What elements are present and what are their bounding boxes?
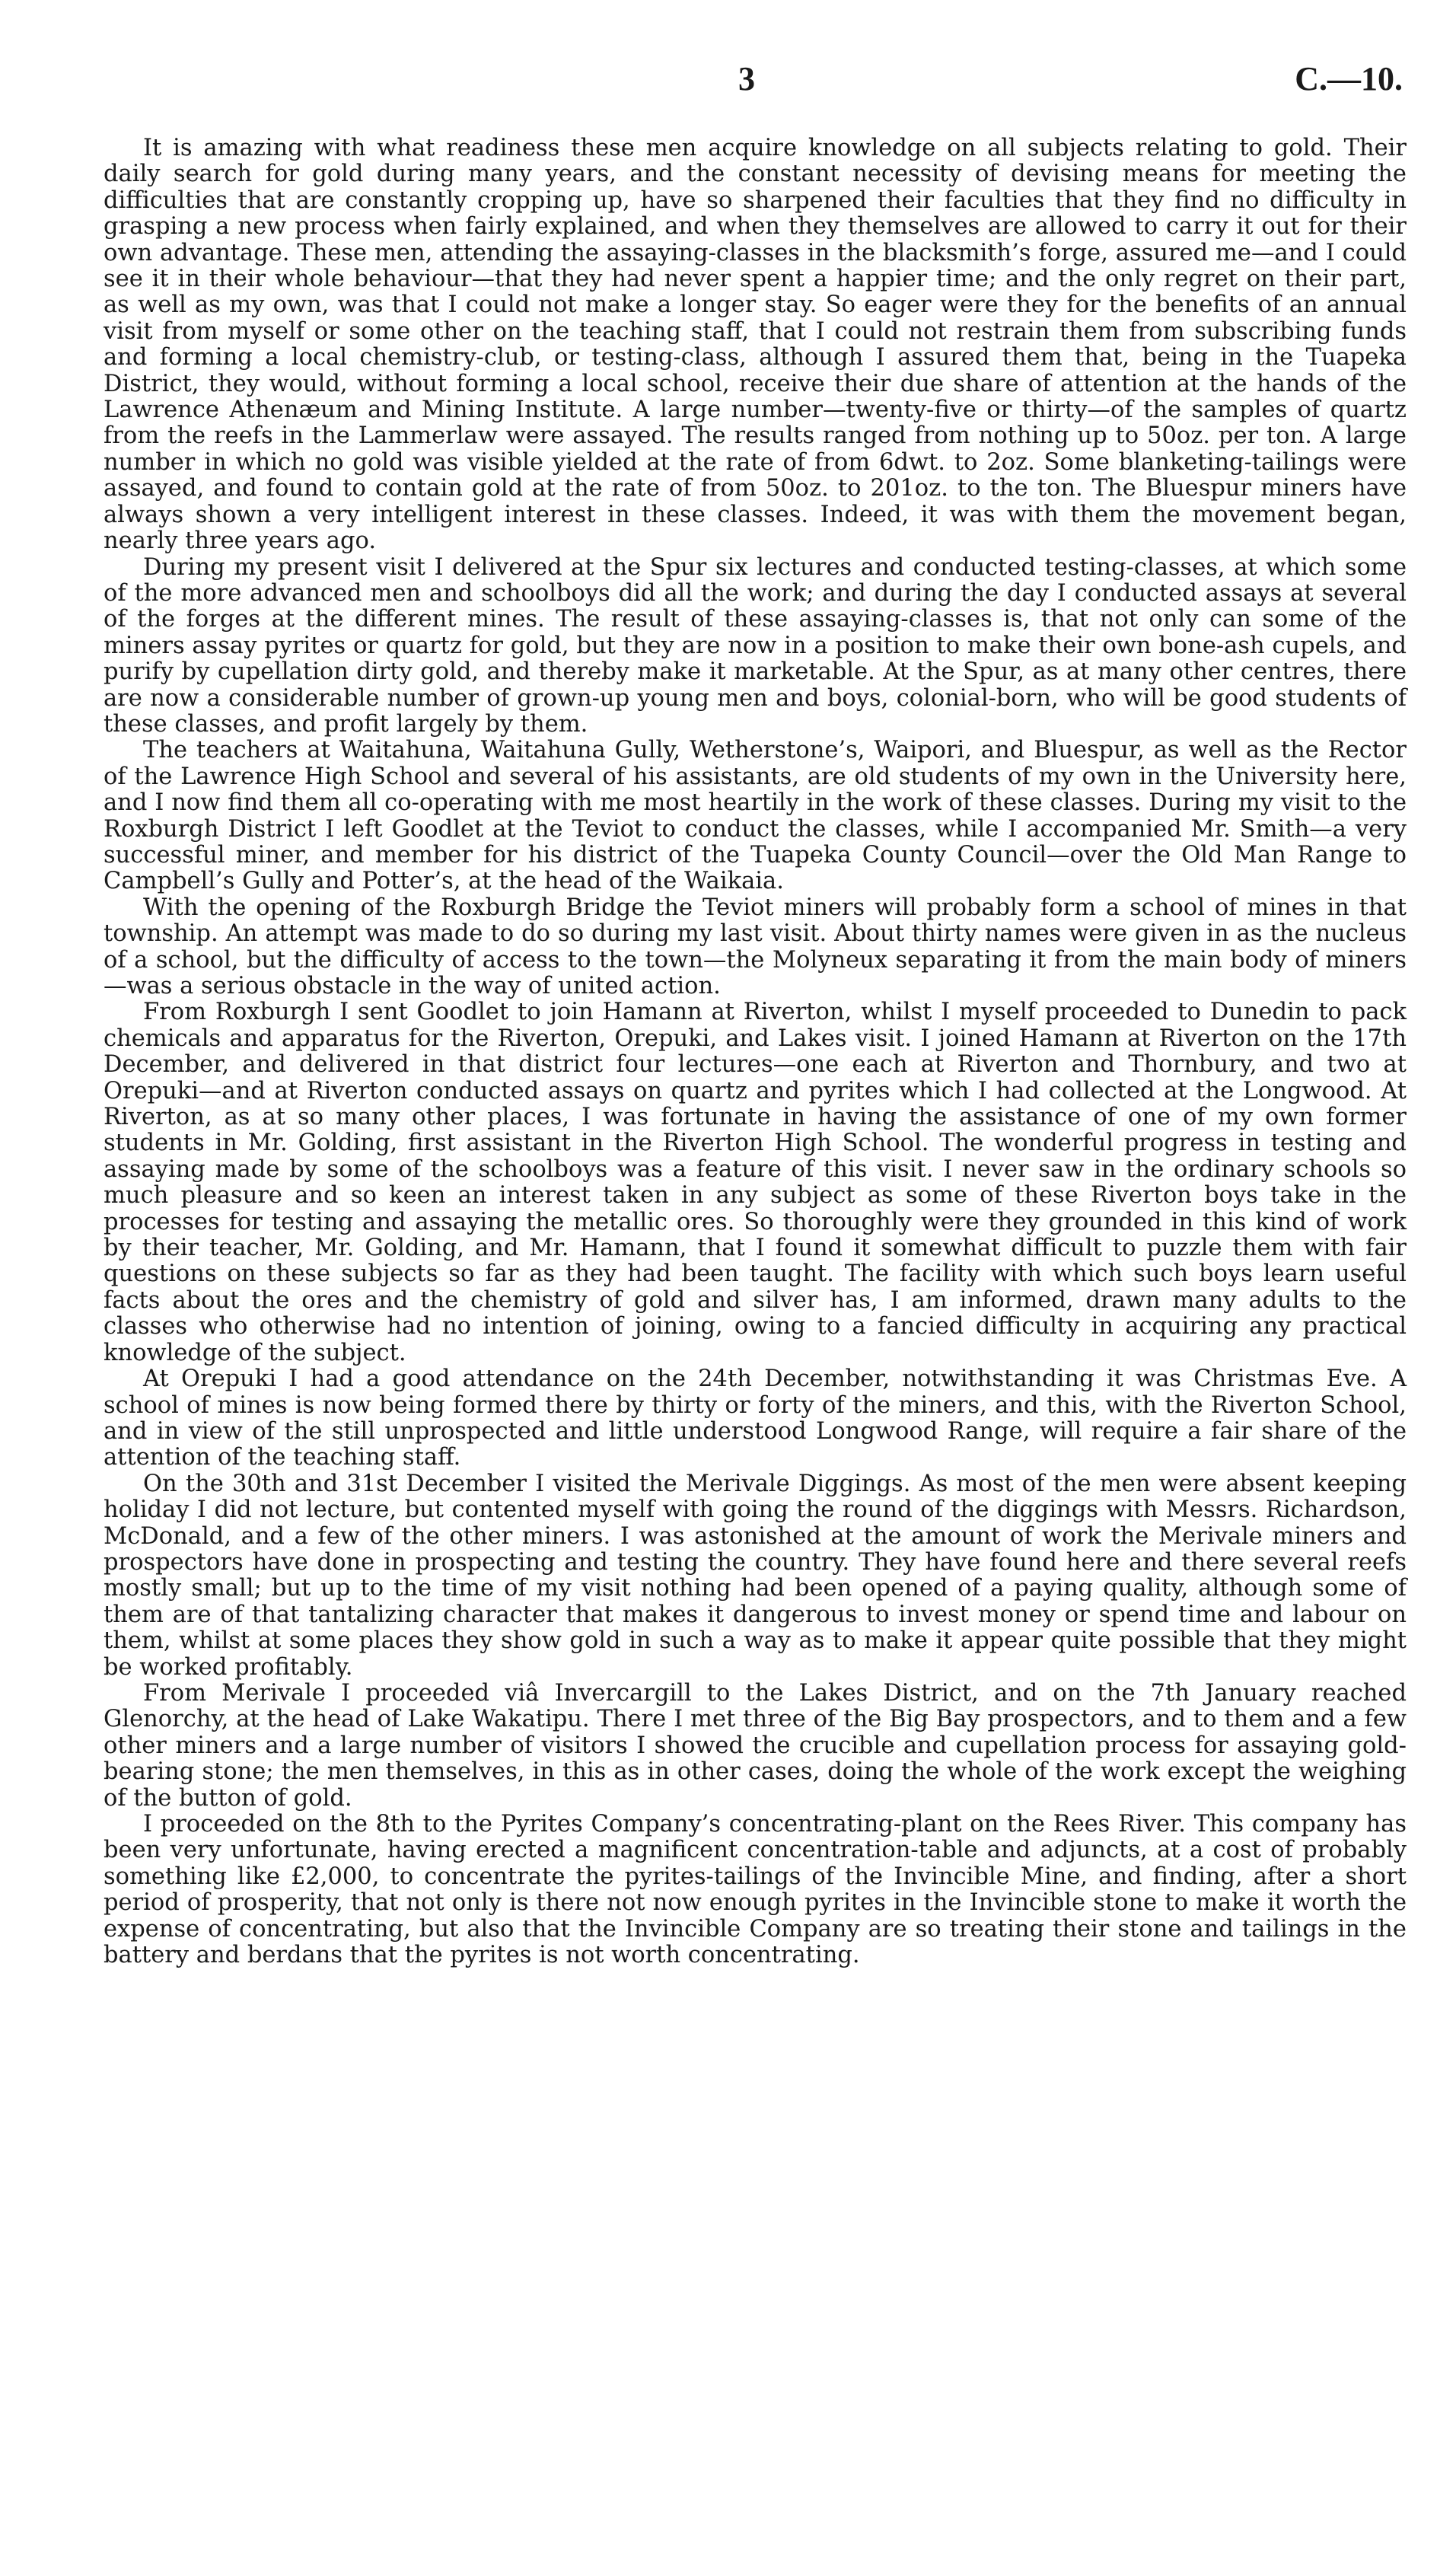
paragraph: The teachers at Waitahuna, Waitahuna Gully, Wetherstone’s, Waipori, and Bluespur, as well as the Rector of the Lawrence High School and several of his assistants, are old students of my own in the University here, and I now find them all co-operating with me most heartily in the work of these classes. During my visit to the Roxburgh District I left Goodlet at the Teviot to conduct the classes, while I accompanied Mr. Smith—a very successful miner, and member for his district of the Tuapeka County Council—over the Old Man Range to Campbell’s Gully and Potter’s, at the head of the Waikaia.	[104, 737, 1407, 895]
paragraph: With the opening of the Roxburgh Bridge the Teviot miners will probably form a school of mines in that township. An attempt was made to do so during my last visit. About thirty names were given in as the nucleus of a school, but the difficulty of access to the town—the Molyneux separating it from the main body of miners—was a serious obstacle in the way of united action.	[104, 894, 1407, 999]
paragraph: I proceeded on the 8th to the Pyrites Company’s concentrating-plant on the Rees River. This company has been very unfortunate, having erected a magnificent concentration-table and adjuncts, at a cost of probably something like £2,000, to concentrate the pyrites-tailings of the Invincible Mine, and finding, after a short period of prosperity, that not only is there not now enough pyrites in the Invincible stone to make it worth the expense of concentrating, but also that the Invincible Company are so treating their stone and tailings in the battery and berdans that the pyrites is not worth concentrating.	[104, 1811, 1407, 1969]
body-text	[104, 135, 1407, 1968]
paragraph: On the 30th and 31st December I visited the Merivale Diggings. As most of the men were absent keeping holiday I did not lecture, but contented myself with going the round of the diggings with Messrs. Richardson, McDonald, and a few of the other miners. I was astonished at the amount of work the Merivale miners and prospectors have done in prospecting and testing the country. They have found here and there several reefs mostly small; but up to the time of my visit nothing had been opened of a paying quality, although some of them are of that tantalizing character that makes it dangerous to invest money or spend time and labour on them, whilst at some places they show gold in such a way as to make it appear quite possible that they might be worked profitably.	[104, 1470, 1407, 1681]
paragraph: At Orepuki I had a good attendance on the 24th December, notwithstanding it was Christmas Eve. A school of mines is now being formed there by thirty or forty of the miners, and this, with the Riverton School, and in view of the still unprospected and little understood Longwood Range, will require a fair share of the attention of the teaching staff.	[104, 1366, 1407, 1471]
page-number: 3	[738, 60, 755, 97]
paragraph: From Roxburgh I sent Goodlet to join Hamann at Riverton, whilst I myself proceeded to Dunedin to pack chemicals and apparatus for the Riverton, Orepuki, and Lakes visit. I joined Hamann at Riverton on the 17th December, and delivered in that district four lectures—one each at Riverton and Thornbury, and two at Orepuki—and at Riverton conducted assays on quartz and pyrites which I had collected at the Longwood. At Riverton, as at so many other places, I was fortunate in having the assistance of one of my own former students in Mr. Golding, first assistant in the Riverton High School. The wonderful progress in testing and assaying made by some of the schoolboys was a feature of this visit. I never saw in the ordinary schools so much pleasure and so keen an interest taken in any subject as some of these Riverton boys take in the processes for testing and assaying the metallic ores. So thoroughly were they grounded in this kind of work by their teacher, Mr. Golding, and Mr. Hamann, that I found it somewhat difficult to puzzle them with fair questions on these subjects so far as they had been taught. The facility with which such boys learn useful facts about the ores and the chemistry of gold and silver has, I am informed, drawn many adults to the classes who otherwise had no intention of joining, owing to a fancied difficulty in acquiring any practical knowledge of the subject.	[104, 999, 1407, 1366]
paragraph: From Merivale I proceeded viâ Invercargill to the Lakes District, and on the 7th January reached Glenorchy, at the head of Lake Wakatipu. There I met three of the Big Bay prospectors, and to them and a few other miners and a large number of visitors I showed the crucible and cupellation process for assaying gold-bearing stone; the men themselves, in this as in other cases, doing the whole of the work except the weighing of the button of gold.	[104, 1679, 1407, 1812]
paragraph: During my present visit I delivered at the Spur six lectures and conducted testing-classes, at which some of the more advanced men and schoolboys did all the work; and during the day I conducted assays at several of the forges at the different mines. The result of these assaying-classes is, that not only can some of the miners assay pyrites or quartz for gold, but they are now in a position to make their own bone-ash cupels, and purify by cupellation dirty gold, and thereby make it marketable. At the Spur, as at many other centres, there are now a considerable number of grown-up young men and boys, colonial-born, who will be good students of these classes, and profit largely by them.	[104, 553, 1407, 738]
page-header	[99, 59, 1410, 113]
document-reference: C.—10.	[1295, 60, 1403, 97]
paragraph: It is amazing with what readiness these men acquire knowledge on all subjects relating to gold. Their daily search for gold during many years, and the constant necessity of devising means for meeting the difficulties that are constantly cropping up, have so sharpened their faculties that they find no difficulty in grasping a new process when fairly explained, and when they themselves are allowed to carry it out for their own advantage. These men, attending the assaying-classes in the blacksmith’s forge, assured me—and I could see it in their whole behaviour—that they had never spent a happier time; and the only regret on their part, as well as my own, was that I could not make a longer stay. So eager were they for the benefits of an annual visit from myself or some other on the teaching staff, that I could not restrain them from subscribing funds and forming a local chemistry-club, or testing-class, although I assured them that, being in the Tuapeka District, they would, without forming a local school, receive their due share of attention at the hands of the Lawrence Athenæum and Mining Institute. A large number—twenty-five or thirty—of the samples of quartz from the reefs in the Lammerlaw were assayed. The results ranged from nothing up to 50oz. per ton. A large number in which no gold was visible yielded at the rate of from 6dwt. to 2oz. Some blanketing-tailings were assayed, and found to contain gold at the rate of from 50oz. to 201oz. to the ton. The Bluespur miners have always shown a very intelligent interest in these classes. Indeed, it was with them the movement began, nearly three years ago.	[104, 135, 1407, 555]
